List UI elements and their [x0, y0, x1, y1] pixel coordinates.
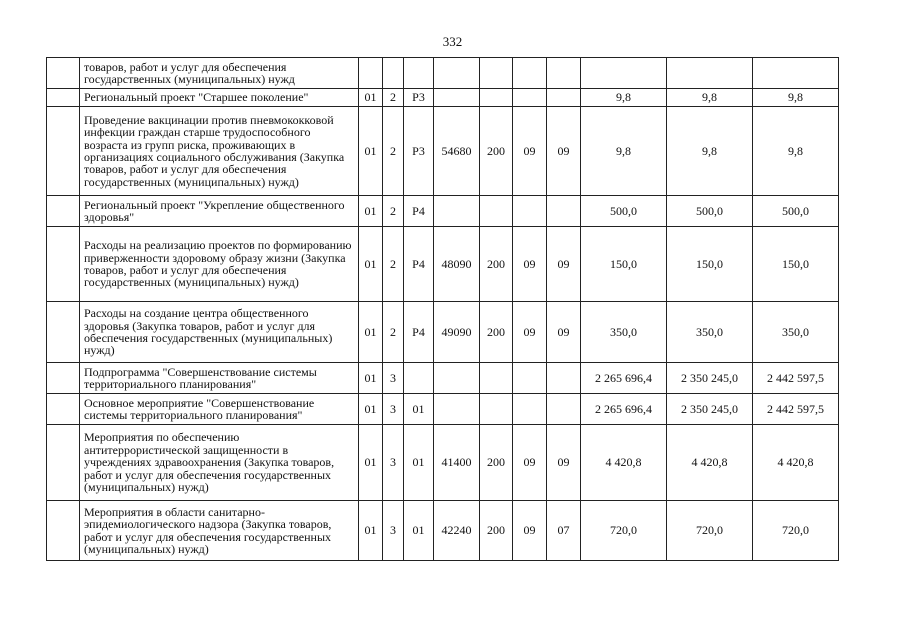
row-blank-cell: [47, 58, 80, 89]
cell-c7: 07: [547, 501, 581, 561]
cell-c7: [547, 58, 581, 89]
cell-c6: [513, 58, 547, 89]
row-blank-cell: [47, 394, 80, 425]
cell-name: Мероприятия в области санитарно-эпидемиологического надзора (Закупка товаров, работ и услуг для обеспечения государственных (муниципальных) нужд): [80, 501, 359, 561]
table-body: [47, 58, 839, 561]
cell-c3: P3: [404, 89, 434, 107]
cell-c1: 01: [359, 501, 383, 561]
cell-value-3: 150,0: [753, 227, 839, 302]
row-blank-cell: [47, 302, 80, 363]
cell-c4: [434, 58, 480, 89]
cell-value-3: 4 420,8: [753, 425, 839, 501]
cell-value-2: 720,0: [667, 501, 753, 561]
cell-value-2: [667, 58, 753, 89]
cell-c1: 01: [359, 363, 383, 394]
cell-c3: [404, 58, 434, 89]
cell-c3: [404, 363, 434, 394]
cell-c2: 2: [383, 89, 404, 107]
cell-c4: 41400: [434, 425, 480, 501]
page-number: 332: [442, 34, 463, 49]
cell-c5: 200: [480, 227, 513, 302]
cell-name: Расходы на создание центра общественного здоровья (Закупка товаров, работ и услуг для обеспечения государственных (муниципальных) нужд): [80, 302, 359, 363]
cell-c3: P4: [404, 196, 434, 227]
cell-c5: [480, 196, 513, 227]
cell-c2: 3: [383, 394, 404, 425]
cell-c2: 2: [383, 196, 404, 227]
table-row: [47, 89, 839, 107]
cell-value-3: 720,0: [753, 501, 839, 561]
cell-value-1: 720,0: [581, 501, 667, 561]
cell-c6: 09: [513, 501, 547, 561]
cell-c5: [480, 58, 513, 89]
cell-name: Региональный проект "Старшее поколение": [80, 89, 359, 107]
cell-c3: P4: [404, 227, 434, 302]
cell-c1: 01: [359, 196, 383, 227]
cell-name: Подпрограмма "Совершенствование системы территориального планирования": [80, 363, 359, 394]
table-row: [47, 394, 839, 425]
cell-name: Мероприятия по обеспечению антитеррористической защищенности в учреждениях здравоохранения (Закупка товаров, работ и услуг для обеспечения государственных (муниципальных) нужд): [80, 425, 359, 501]
cell-value-1: 500,0: [581, 196, 667, 227]
cell-c6: [513, 363, 547, 394]
cell-value-1: 9,8: [581, 89, 667, 107]
cell-c7: 09: [547, 302, 581, 363]
cell-c5: [480, 394, 513, 425]
cell-value-2: 9,8: [667, 107, 753, 196]
cell-c6: [513, 196, 547, 227]
cell-value-2: 500,0: [667, 196, 753, 227]
cell-value-1: 2 265 696,4: [581, 394, 667, 425]
cell-c1: 01: [359, 107, 383, 196]
cell-value-1: 9,8: [581, 107, 667, 196]
cell-c4: [434, 196, 480, 227]
cell-c4: [434, 89, 480, 107]
budget-table: [46, 57, 839, 561]
cell-c6: [513, 394, 547, 425]
cell-value-2: 150,0: [667, 227, 753, 302]
cell-c2: 2: [383, 107, 404, 196]
cell-value-3: 2 442 597,5: [753, 394, 839, 425]
cell-c3: 01: [404, 425, 434, 501]
cell-name: Основное мероприятие "Совершенствование системы территориального планирования": [80, 394, 359, 425]
cell-c4: [434, 394, 480, 425]
cell-c1: 01: [359, 227, 383, 302]
row-blank-cell: [47, 501, 80, 561]
cell-c1: 01: [359, 425, 383, 501]
cell-c7: [547, 89, 581, 107]
cell-c6: 09: [513, 227, 547, 302]
cell-c7: 09: [547, 107, 581, 196]
cell-c6: 09: [513, 107, 547, 196]
cell-value-3: 9,8: [753, 89, 839, 107]
cell-value-1: 4 420,8: [581, 425, 667, 501]
cell-c4: 54680: [434, 107, 480, 196]
cell-c7: [547, 196, 581, 227]
cell-value-2: 4 420,8: [667, 425, 753, 501]
cell-c1: [359, 58, 383, 89]
cell-value-3: 9,8: [753, 107, 839, 196]
cell-c3: 01: [404, 501, 434, 561]
cell-c5: [480, 363, 513, 394]
table-row: [47, 425, 839, 501]
cell-c1: 01: [359, 302, 383, 363]
cell-name: Региональный проект "Укрепление общественного здоровья": [80, 196, 359, 227]
row-blank-cell: [47, 425, 80, 501]
cell-c3: P4: [404, 302, 434, 363]
cell-value-3: 350,0: [753, 302, 839, 363]
cell-c7: [547, 363, 581, 394]
cell-c3: P3: [404, 107, 434, 196]
cell-c3: 01: [404, 394, 434, 425]
cell-c7: [547, 394, 581, 425]
cell-c4: 49090: [434, 302, 480, 363]
cell-c7: 09: [547, 227, 581, 302]
cell-value-2: 2 350 245,0: [667, 363, 753, 394]
cell-value-1: 350,0: [581, 302, 667, 363]
cell-name: Проведение вакцинации против пневмококковой инфекции граждан старше трудоспособного возраста из групп риска, проживающих в организациях социального обслуживания (Закупка товаров, работ и услуг для обеспечения государственных (муниципальных) нужд): [80, 107, 359, 196]
table-row: [47, 107, 839, 196]
table-row: [47, 501, 839, 561]
cell-value-2: 2 350 245,0: [667, 394, 753, 425]
cell-c2: 2: [383, 302, 404, 363]
cell-c2: 3: [383, 425, 404, 501]
cell-value-3: [753, 58, 839, 89]
row-blank-cell: [47, 196, 80, 227]
cell-c1: 01: [359, 89, 383, 107]
table-row: [47, 196, 839, 227]
cell-c4: 42240: [434, 501, 480, 561]
table-row: [47, 227, 839, 302]
cell-c4: 48090: [434, 227, 480, 302]
cell-c5: 200: [480, 107, 513, 196]
cell-c5: 200: [480, 425, 513, 501]
row-blank-cell: [47, 107, 80, 196]
cell-value-3: 2 442 597,5: [753, 363, 839, 394]
cell-c6: 09: [513, 302, 547, 363]
cell-value-1: 150,0: [581, 227, 667, 302]
cell-c2: 3: [383, 363, 404, 394]
cell-value-1: 2 265 696,4: [581, 363, 667, 394]
cell-c5: 200: [480, 302, 513, 363]
cell-c6: 09: [513, 425, 547, 501]
cell-value-2: 9,8: [667, 89, 753, 107]
cell-c2: 2: [383, 227, 404, 302]
table-row: [47, 58, 839, 89]
cell-c5: [480, 89, 513, 107]
cell-c6: [513, 89, 547, 107]
row-blank-cell: [47, 363, 80, 394]
cell-name: Расходы на реализацию проектов по формированию приверженности здоровому образу жизни (Закупка товаров, работ и услуг для обеспечения государственных (муниципальных) нужд): [80, 227, 359, 302]
cell-value-2: 350,0: [667, 302, 753, 363]
cell-c2: 3: [383, 501, 404, 561]
cell-c4: [434, 363, 480, 394]
table-row: [47, 302, 839, 363]
cell-value-1: [581, 58, 667, 89]
cell-c1: 01: [359, 394, 383, 425]
cell-name: товаров, работ и услуг для обеспечения государственных (муниципальных) нужд: [80, 58, 359, 89]
cell-c2: [383, 58, 404, 89]
cell-c7: 09: [547, 425, 581, 501]
cell-value-3: 500,0: [753, 196, 839, 227]
table-row: [47, 363, 839, 394]
row-blank-cell: [47, 227, 80, 302]
row-blank-cell: [47, 89, 80, 107]
cell-c5: 200: [480, 501, 513, 561]
